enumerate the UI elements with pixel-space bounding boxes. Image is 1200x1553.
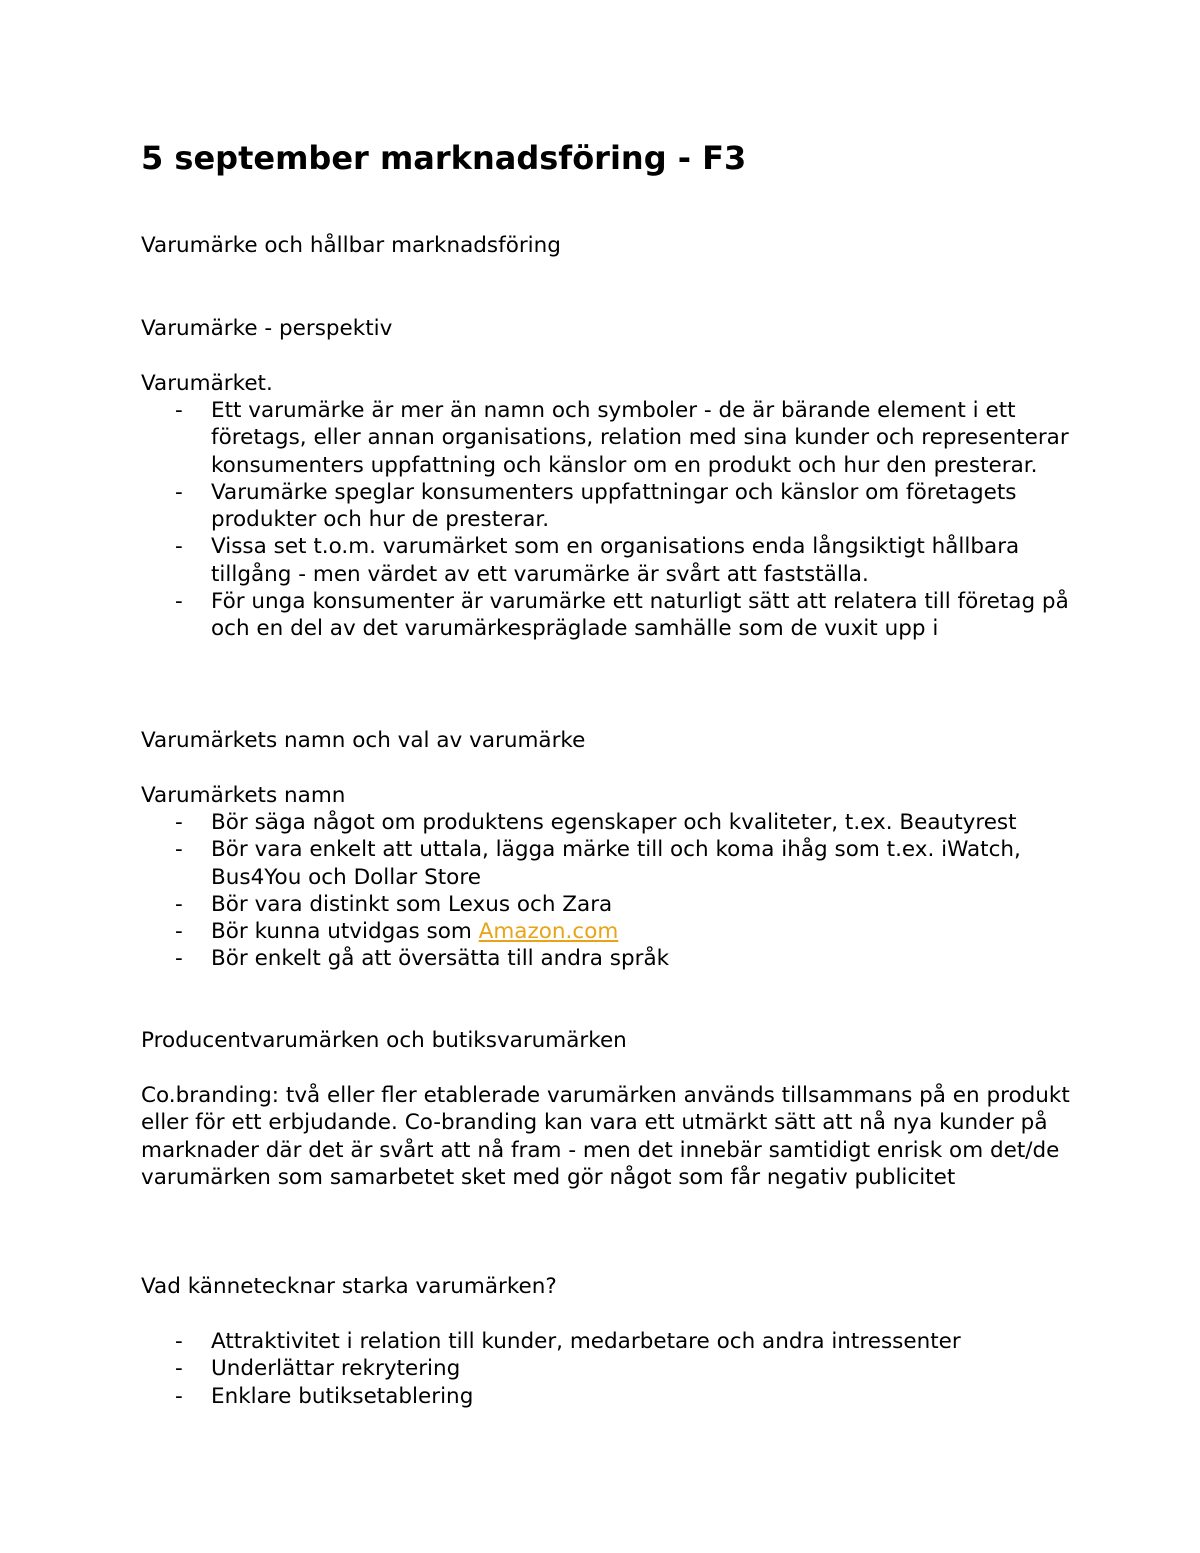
bullet-dash: - xyxy=(175,534,183,560)
bullet-dash: - xyxy=(175,837,183,863)
list-item xyxy=(141,891,1071,918)
namn-bullet-list xyxy=(141,809,1071,973)
namn-label: Varumärkets namn xyxy=(141,783,346,808)
section-heading-producent: Producentvarumärken och butiksvarumärken xyxy=(141,1028,627,1053)
cobranding-paragraph: Co.branding: två eller fler etablerade varumärken används tillsammans på en produkt eller för ett erbjudande. Co-branding kan vara ett utmärkt sätt att nå nya kunder på marknader där det är svårt att nå fram - men det innebär samtidigt enrisk om det/de varumärken som samarbetet sket med gör något som får negativ publicitet xyxy=(141,1083,1070,1190)
list-item-text: Underlättar rekrytering xyxy=(211,1356,461,1382)
list-item-text: Varumärke speglar konsumenters uppfattningar och känslor om företagets produkter och hur de presterar. xyxy=(211,479,1017,533)
list-item-text: Enklare butiksetablering xyxy=(211,1383,474,1409)
list-item-text: Attraktivitet i relation till kunder, medarbetare och andra intressenter xyxy=(211,1329,961,1354)
section-heading-starka: Vad kännetecknar starka varumärken? xyxy=(141,1274,557,1299)
list-item-text: Bör kunna utvidgas som xyxy=(211,919,479,945)
bullet-dash: - xyxy=(175,479,183,505)
list-item-text: För unga konsumenter är varumärke ett naturligt sätt att relatera till företag på och en del av det varumärkespräglade samhälle som de vuxit upp i xyxy=(211,589,1069,642)
list-item xyxy=(141,588,1071,643)
section-heading-namn-val: Varumärkets namn och val av varumärke xyxy=(141,728,586,753)
list-item xyxy=(141,1328,1071,1355)
bullet-dash: - xyxy=(175,1383,183,1409)
list-item xyxy=(141,836,1071,891)
bullet-dash: - xyxy=(175,891,183,917)
list-item-text: Ett varumärke är mer än namn och symboler - de är bärande element i ett företags, eller annan organisations, relation med sina kunder och representerar konsumenters uppfattning och känslor om en produkt och hur den presterar. xyxy=(211,398,1069,478)
list-item xyxy=(141,479,1071,534)
bullet-dash: - xyxy=(175,1329,183,1354)
bullet-dash: - xyxy=(175,589,183,615)
list-item-text: Bör enkelt gå att översätta till andra språk xyxy=(211,946,670,972)
list-item xyxy=(141,397,1071,479)
bullet-dash: - xyxy=(175,946,183,972)
list-item xyxy=(141,809,1071,836)
list-item xyxy=(141,1355,1071,1382)
amazon-link[interactable]: Amazon.com xyxy=(478,919,619,945)
list-item-text: Bör vara enkelt att uttala, lägga märke till och koma ihåg som t.ex. iWatch, Bus4You och Dollar Store xyxy=(211,837,1021,890)
list-item-text: Bör vara distinkt som Lexus och Zara xyxy=(211,891,613,917)
document-subtitle: Varumärke och hållbar marknadsföring xyxy=(141,233,561,258)
list-item xyxy=(141,533,1071,588)
starka-bullet-list xyxy=(141,1328,1071,1410)
list-item-text: Vissa set t.o.m. varumärket som en organisations enda långsiktigt hållbara tillgång - men värdet av ett varumärke är svårt att fastställa. xyxy=(211,534,1020,587)
varumarket-label: Varumärket. xyxy=(141,371,273,396)
list-item-text: Bör säga något om produktens egenskaper och kvaliteter, t.ex. Beautyrest xyxy=(211,810,1017,835)
document-title: 5 september marknadsföring - F3 xyxy=(141,139,747,177)
bullet-dash: - xyxy=(175,810,183,835)
varumarket-bullet-list xyxy=(141,397,1071,643)
bullet-dash: - xyxy=(175,398,183,423)
section-heading-perspektiv: Varumärke - perspektiv xyxy=(141,316,393,341)
list-item xyxy=(141,1383,1071,1410)
list-item xyxy=(141,918,1071,945)
bullet-dash: - xyxy=(175,919,183,945)
bullet-dash: - xyxy=(175,1356,183,1382)
list-item xyxy=(141,945,1071,972)
